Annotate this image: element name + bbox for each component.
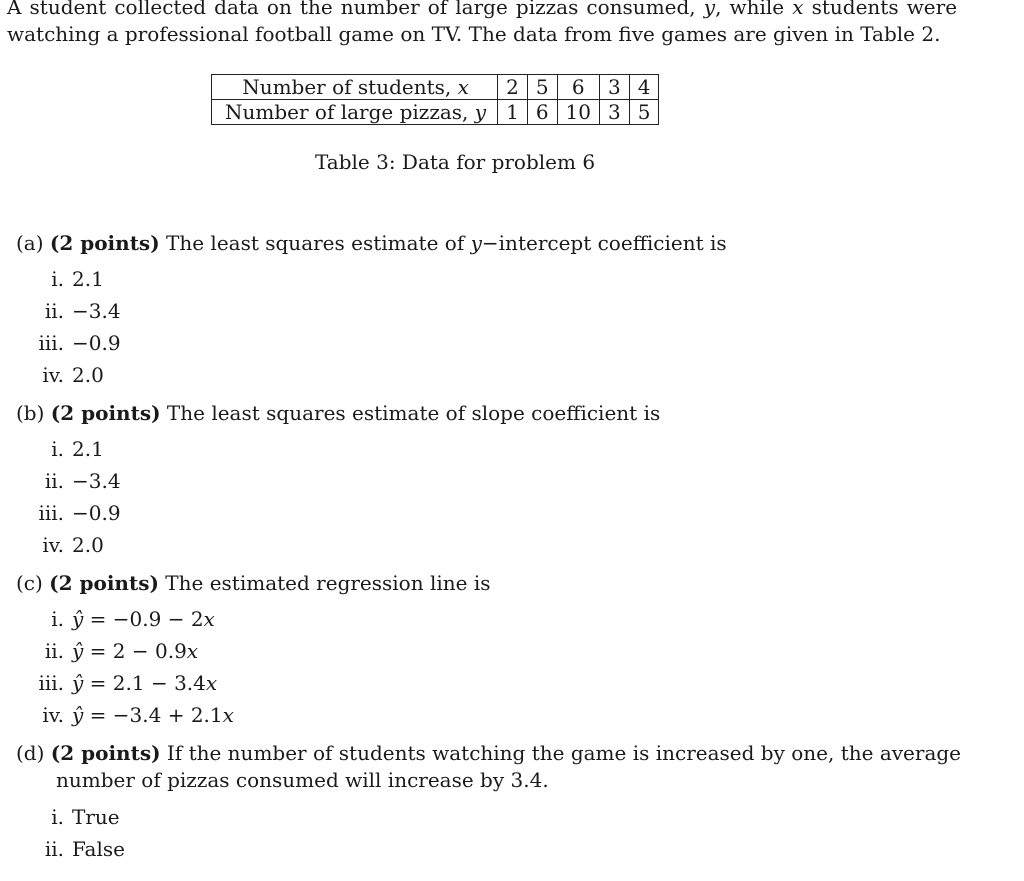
question-b: (b) (2 points) The least squares estimate of slope coefficient is — [16, 401, 661, 425]
option-a-ii[interactable]: ii. −3.4 — [44, 299, 121, 323]
table-cell: 3 — [600, 100, 630, 125]
table-cell: 6 — [527, 100, 557, 125]
option-c-ii[interactable]: ii. ŷ = 2 − 0.9x — [44, 639, 199, 663]
question-a: (a) (2 points) The least squares estimate of y−intercept coefficient is — [16, 231, 727, 255]
question-c: (c) (2 points) The estimated regression line is — [16, 571, 491, 595]
data-table — [211, 74, 659, 125]
option-c-iv[interactable]: iv. ŷ = −3.4 + 2.1x — [42, 703, 234, 727]
table-row — [212, 75, 659, 100]
table-cell: 3 — [600, 75, 630, 100]
option-a-iv[interactable]: iv. 2.0 — [42, 363, 104, 387]
table-cell: 2 — [498, 75, 528, 100]
option-d-ii[interactable]: ii. False — [44, 837, 125, 861]
table-cell: 10 — [557, 100, 599, 125]
option-b-iv[interactable]: iv. 2.0 — [42, 533, 104, 557]
question-d: (d) (2 points) If the number of students watching the game is increased by one, the average — [16, 741, 962, 765]
table-caption: Table 3: Data for problem 6 — [315, 150, 596, 174]
option-a-iii[interactable]: iii. −0.9 — [38, 331, 121, 355]
option-c-i[interactable]: i. ŷ = −0.9 − 2x — [51, 607, 215, 631]
table-cell: 5 — [527, 75, 557, 100]
table-cell: 5 — [629, 100, 659, 125]
problem-intro: A student collected data on the number of large pizzas consumed, y, while x students were watching a professional football game on TV. The data from five games are given in Table 2. — [7, 0, 957, 48]
table-row — [212, 100, 659, 125]
var-x: x — [792, 0, 804, 19]
option-d-i[interactable]: i. True — [51, 805, 120, 829]
table-cell: 4 — [629, 75, 659, 100]
row-label-pizzas: Number of large pizzas, y — [212, 100, 498, 125]
option-b-iii[interactable]: iii. −0.9 — [38, 501, 121, 525]
var-y: y — [703, 0, 716, 19]
option-c-iii[interactable]: iii. ŷ = 2.1 − 3.4x — [38, 671, 218, 695]
option-b-ii[interactable]: ii. −3.4 — [44, 469, 121, 493]
question-d-continued: number of pizzas consumed will increase by 3.4. — [56, 768, 549, 792]
option-a-i[interactable]: i. 2.1 — [51, 267, 104, 291]
table-cell: 6 — [557, 75, 599, 100]
table-cell: 1 — [498, 100, 528, 125]
row-label-students: Number of students, x — [212, 75, 498, 100]
option-b-i[interactable]: i. 2.1 — [51, 437, 104, 461]
